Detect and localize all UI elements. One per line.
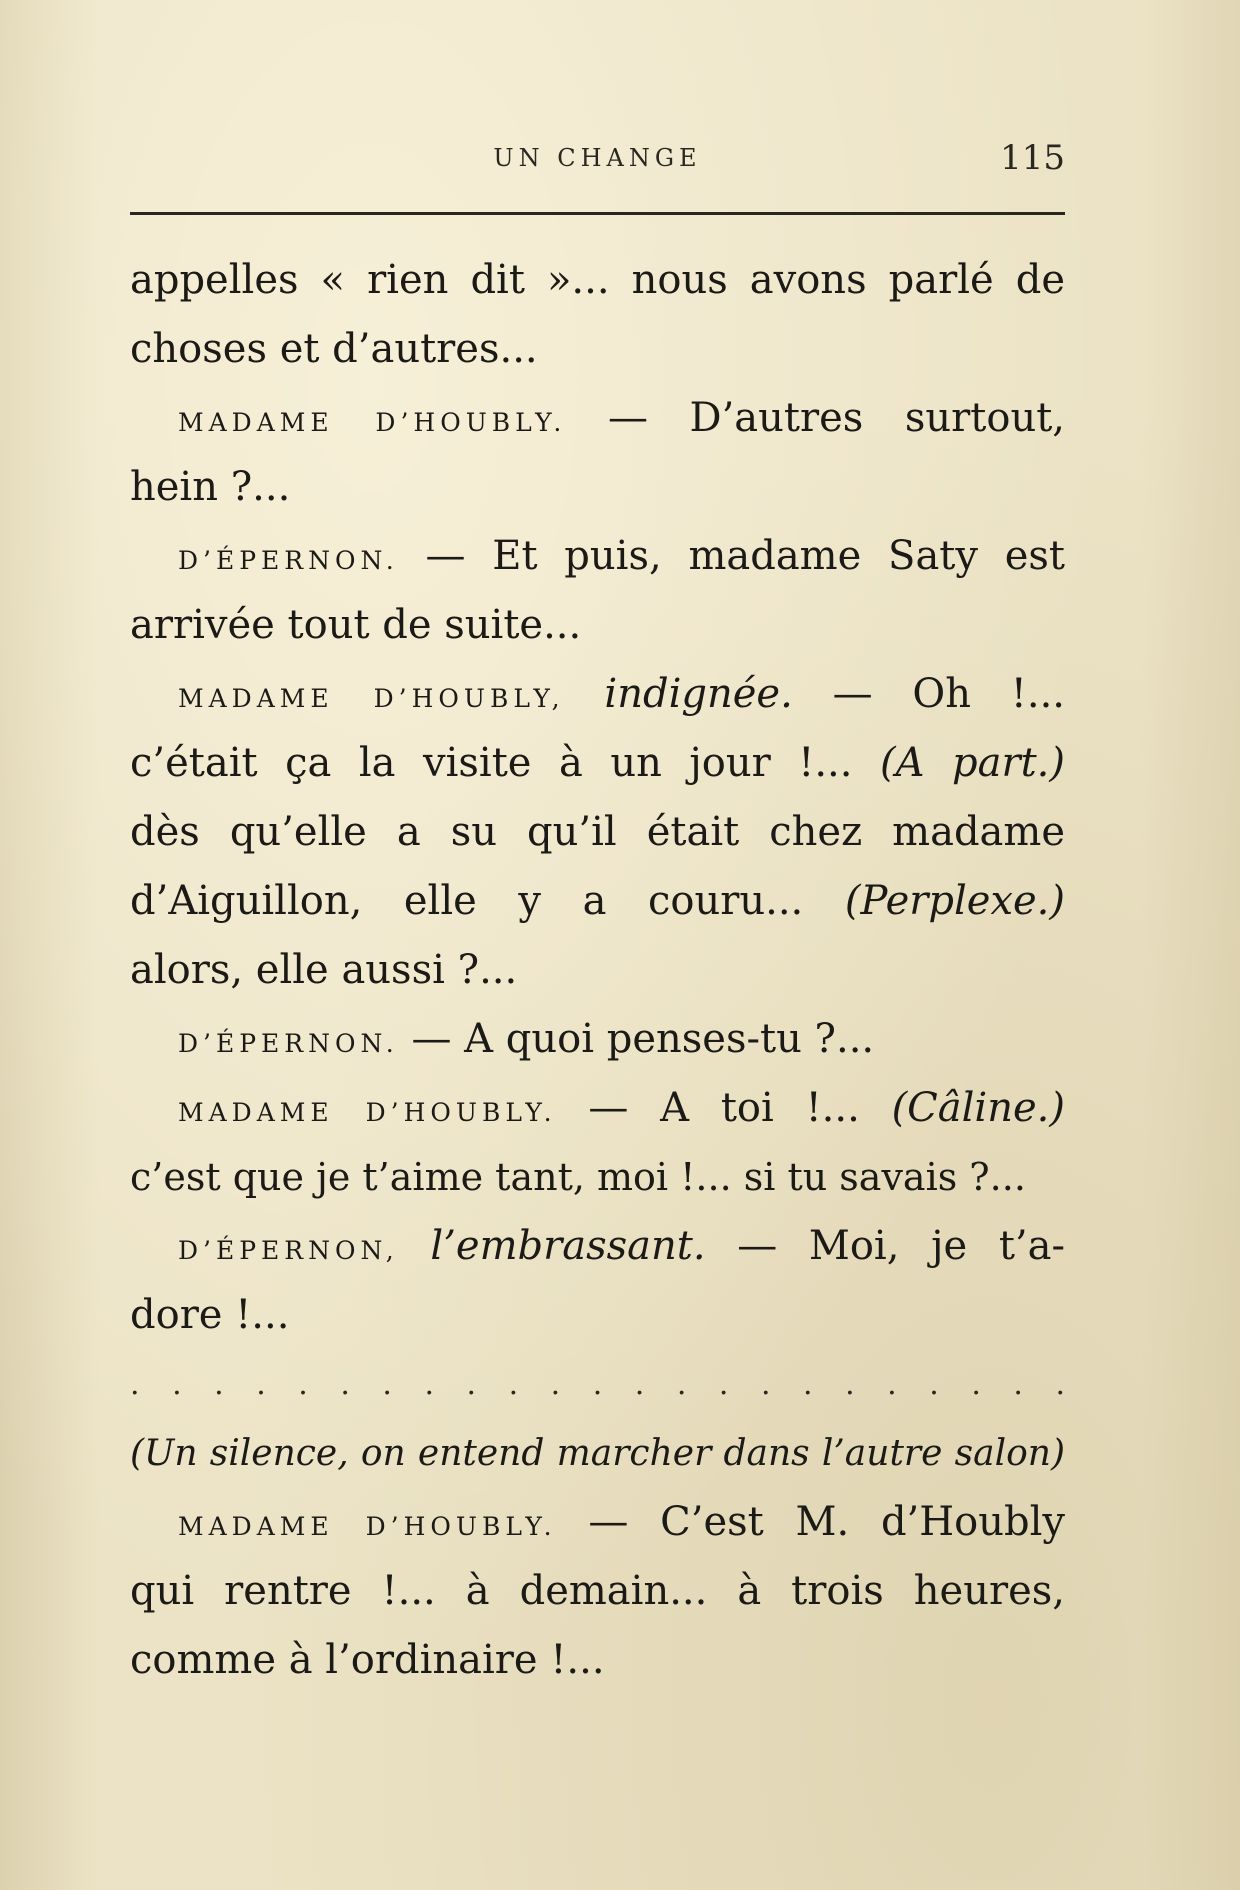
stage-direction: (Un silence, on entend marcher dans l’autre salon) [130, 1433, 1065, 1474]
page-number: 115 [1000, 138, 1065, 178]
speaker-name: MADAME D’HOUBLY, [178, 684, 565, 713]
stage-direction: indignée. [564, 671, 793, 717]
dotted-separator: . . . . . . . . . . . . . . . . . . . . . . . [130, 1367, 1065, 1402]
dialogue-text: hein ?... [130, 464, 291, 510]
running-head [130, 138, 1065, 182]
text-line [130, 1557, 1065, 1626]
speaker-name: MADAME D’HOUBLY. [178, 1098, 557, 1127]
stage-direction: (Câline.) [891, 1085, 1065, 1131]
speech-line [130, 1005, 1065, 1074]
speech-line [130, 1212, 1065, 1281]
stage-direction: l’embrassant. [398, 1223, 706, 1269]
stage-direction-line [130, 1419, 1065, 1488]
speaker-name: D’ÉPERNON, [178, 1236, 399, 1265]
text-line [130, 1143, 1065, 1212]
dialogue-text: — A toi !... [556, 1085, 892, 1131]
stage-direction: (A part.) [880, 740, 1065, 786]
text-line [130, 936, 1065, 1005]
text-line [130, 1281, 1065, 1350]
dialogue-text: — Moi, je t’a- [705, 1223, 1065, 1269]
speaker-name: D’ÉPERNON. [178, 1029, 399, 1058]
dialogue-text: appelles « rien dit »... nous avons parlé de [130, 257, 1065, 303]
text-line [130, 798, 1065, 867]
speech-line [130, 384, 1065, 453]
speaker-name: MADAME D’HOUBLY. [178, 1512, 557, 1541]
speaker-name: MADAME D’HOUBLY. [178, 408, 567, 437]
text-line [130, 315, 1065, 384]
dialogue-text: — Oh !... [792, 671, 1065, 717]
dialogue-text: — A quoi penses-tu ?... [398, 1016, 875, 1062]
dialogue-text: qui rentre !... à demain... à trois heures, [130, 1568, 1065, 1614]
text-line [130, 246, 1065, 315]
text-line [130, 867, 1065, 936]
dialogue-text: alors, elle aussi ?... [130, 947, 518, 993]
text-line [130, 453, 1065, 522]
dialogue-text: comme à l’ordinaire !... [130, 1637, 605, 1683]
ellipsis-row [130, 1350, 1065, 1419]
dialogue-text: d’Aiguillon, elle y a couru... [130, 878, 845, 924]
text-line [130, 1626, 1065, 1695]
speech-line [130, 522, 1065, 591]
speech-line [130, 1074, 1065, 1143]
speaker-name: D’ÉPERNON. [178, 546, 399, 575]
dialogue-text: dore !... [130, 1292, 290, 1338]
play-text [130, 246, 1065, 1695]
text-line [130, 729, 1065, 798]
speech-line [130, 660, 1065, 729]
stage-direction: (Perplexe.) [844, 878, 1065, 924]
dialogue-text: dès qu’elle a su qu’il était chez madame [130, 809, 1065, 855]
running-title: UN CHANGE [493, 144, 702, 172]
dialogue-text: c’était ça la visite à un jour !... [130, 740, 881, 786]
text-line [130, 591, 1065, 660]
dialogue-text: c’est que je t’aime tant, moi !... si tu savais ?... [130, 1155, 1026, 1199]
dialogue-text: — C’est M. d’Houbly [556, 1499, 1065, 1545]
dialogue-text: arrivée tout de suite... [130, 602, 582, 648]
dialogue-text: — Et puis, madame Saty est [398, 533, 1065, 579]
header-rule [130, 212, 1065, 215]
dialogue-text: choses et d’autres... [130, 326, 538, 372]
speech-line [130, 1488, 1065, 1557]
dialogue-text: — D’autres surtout, [566, 395, 1065, 441]
